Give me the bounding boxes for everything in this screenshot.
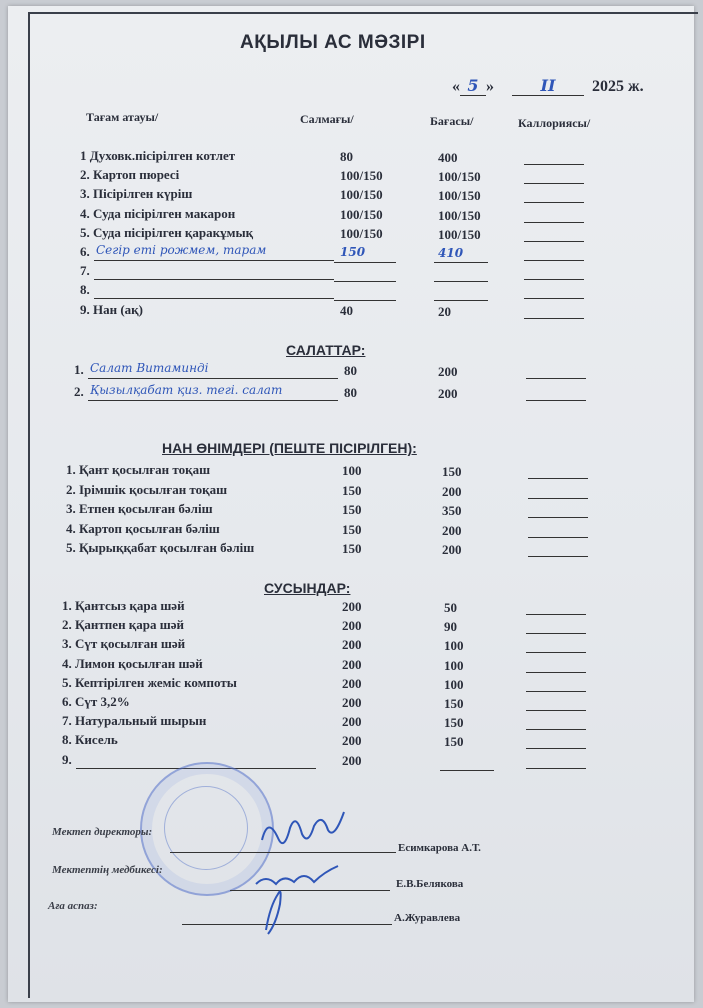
drink-row-label: 1. Қантсыз қара шәй — [62, 598, 185, 613]
bakery-row-price: 200 — [442, 483, 462, 499]
drink-row-price: 90 — [444, 619, 457, 635]
bakery-row-price: 200 — [442, 522, 462, 538]
drink-row-label: 3. Сүт қосылған шәй — [62, 636, 186, 652]
drink-row-label: 7. Натуральный шырын — [62, 713, 207, 729]
menu-title: АҚЫЛЫ АС МӘЗІРІ — [240, 32, 426, 53]
main-row-price: 410 — [438, 246, 464, 260]
drink-row-price: 150 — [444, 696, 464, 711]
salad-row-label: 2. — [74, 384, 84, 399]
drink-row-weight: 200 — [342, 675, 362, 691]
drink-row-weight: 200 — [342, 752, 362, 768]
signature-name-chef: А.Журавлева — [394, 912, 461, 924]
bakery-row-label: 1. Қант қосылған тоқаш — [66, 462, 211, 477]
date-day: 5 — [460, 76, 486, 96]
main-row-label: 7. — [80, 263, 90, 279]
drink-row-label: 4. Лимон қосылған шәй — [62, 655, 203, 671]
drink-row-price: 150 — [444, 734, 464, 750]
salad-row-label: 1. — [74, 362, 84, 377]
main-row-label: 4. Суда пісірілген макарон — [80, 205, 236, 221]
signature-name-nurse: Е.В.Белякова — [396, 878, 464, 890]
main-row-weight: 100/150 — [340, 187, 383, 203]
salad-row-price: 200 — [438, 364, 458, 379]
drink-row-price: 150 — [444, 715, 464, 731]
date-open-quote: « — [452, 78, 460, 95]
salads-title: САЛАТТАР: — [286, 342, 366, 358]
drink-row-weight: 200 — [342, 733, 362, 749]
date-close-quote: » — [486, 78, 494, 95]
main-row-weight: 40 — [340, 302, 353, 318]
salad-row-price: 200 — [438, 386, 458, 401]
signature-role-nurse: Мектептің медбикесі: — [52, 864, 163, 876]
drink-row-label: 6. Сүт 3,2% — [62, 694, 130, 709]
bakery-row-label: 2. Ірімшік қосылған тоқаш — [66, 481, 228, 497]
bakery-title: НАН ӨНІМДЕРІ (ПЕШТЕ ПІСІРІЛГЕН): — [162, 440, 417, 456]
bakery-row-label: 5. Қырыққабат қосылған бәліш — [66, 540, 255, 555]
drink-row-price: 50 — [444, 600, 457, 615]
drink-row-price: 100 — [444, 657, 464, 673]
main-row-label: 6. — [80, 244, 90, 259]
main-row-weight: 150 — [340, 245, 366, 259]
salad-row-weight: 80 — [344, 385, 357, 400]
main-row-price: 100/150 — [438, 169, 481, 185]
drink-row-label: 9. — [62, 751, 72, 767]
main-row-price: 20 — [438, 303, 451, 319]
header-calories: Каллориясы/ — [518, 116, 591, 130]
drink-row-label: 8. Кисель — [62, 732, 118, 748]
signature-role-chef: Аға аспаз: — [48, 900, 98, 912]
drinks-title: СУСЫНДАР: — [264, 580, 351, 596]
main-row-handwritten: Сегір еті рожмем, тарам — [96, 243, 267, 257]
main-row-price: 400 — [438, 150, 458, 165]
drink-row-label: 5. Кептірілген жеміс компоты — [62, 674, 237, 690]
bakery-row-price: 150 — [442, 464, 462, 479]
main-row-weight: 100/150 — [340, 168, 383, 184]
header-name: Тағам атауы/ — [86, 110, 159, 124]
bakery-row-price: 200 — [442, 542, 462, 557]
drink-row-weight: 200 — [342, 599, 362, 614]
main-row-price: 100/150 — [438, 188, 481, 204]
bakery-row-weight: 100 — [342, 463, 362, 478]
main-row-label: 1 Духовк.пісірілген котлет — [80, 148, 236, 163]
main-row-label: 9. Нан (ақ) — [80, 301, 144, 317]
main-row-price: 100/150 — [438, 226, 481, 242]
drink-row-price: 100 — [444, 638, 464, 654]
bakery-row-label: 3. Етпен қосылған бәліш — [66, 501, 213, 516]
signature-role-director: Мектеп директоры: — [52, 826, 153, 838]
bakery-row-weight: 150 — [342, 502, 362, 517]
bakery-row-weight: 150 — [342, 521, 362, 537]
drink-row-weight: 200 — [342, 714, 362, 730]
salad-row-handwritten: Салат Витаминдi — [90, 361, 209, 375]
drink-row-label: 2. Қантпен қара шәй — [62, 617, 185, 633]
drink-row-weight: 200 — [342, 656, 362, 672]
chef-signature-scribble — [266, 892, 281, 934]
director-signature-scribble — [262, 812, 344, 843]
signature-name-director: Есимкарова А.Т. — [398, 842, 481, 854]
date-month: II — [512, 76, 584, 96]
main-row-label: 5. Суда пісірілген қаракұмық — [80, 224, 254, 240]
bakery-row-weight: 150 — [342, 541, 362, 556]
drink-row-weight: 200 — [342, 695, 362, 710]
bakery-row-weight: 150 — [342, 482, 362, 498]
drink-row-price: 100 — [444, 676, 464, 692]
salad-row-handwritten: Қызылқабат қиз. тегі. салат — [90, 383, 283, 397]
salad-row-weight: 80 — [344, 363, 357, 378]
main-row-label: 3. Пісірілген күріш — [80, 186, 193, 202]
main-row-weight: 100/150 — [340, 225, 383, 241]
main-row-label: 8. — [80, 282, 90, 298]
main-row-weight: 100/150 — [340, 206, 383, 222]
main-row-price: 100/150 — [438, 207, 481, 223]
header-weight: Салмағы/ — [300, 112, 354, 126]
drink-row-weight: 200 — [342, 618, 362, 634]
header-price: Бағасы/ — [430, 114, 474, 128]
bakery-row-price: 350 — [442, 503, 462, 518]
main-row-weight: 80 — [340, 149, 353, 164]
drink-row-weight: 200 — [342, 637, 362, 653]
bakery-row-label: 4. Картоп қосылған бәліш — [66, 520, 220, 536]
main-row-label: 2. Картоп пюресі — [80, 167, 180, 183]
nurse-signature-scribble — [256, 866, 338, 884]
date-year: 2025 ж. — [592, 78, 644, 95]
